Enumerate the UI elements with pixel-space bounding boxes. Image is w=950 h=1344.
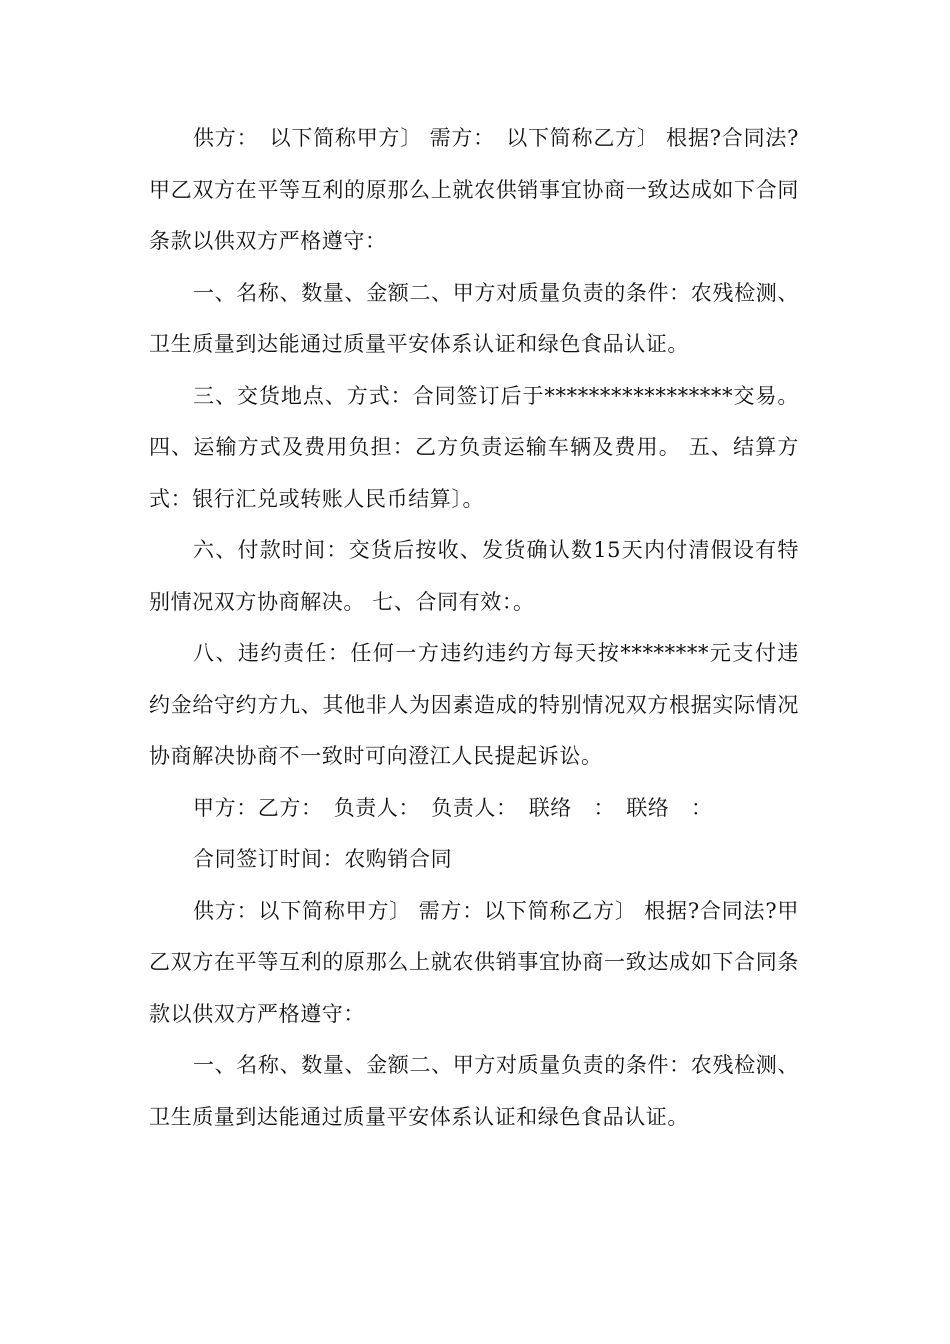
paragraph-clause-1-2-repeat: 一、名称、数量、金额二、甲方对质量负责的条件：农残检测、卫生质量到达能通过质量平安体系认证和绿色食品认证。 — [149, 1053, 799, 1129]
paragraph-parties-intro-repeat: 供方：以下简称甲方〕 需方：以下简称乙方〕 根据?合同法?甲乙双方在平等互利的原那么上就农供销事宜协商一致达成如下合同条款以供双方严格遵守： — [149, 898, 799, 1026]
paragraph-clause-8-9: 八、违约责任：任何一方违约违约方每天按********元支付违约金给守约方九、其他非人为因素造成的特别情况双方根据实际情况协商解决协商不一致时可向澄江人民提起诉讼。 — [149, 641, 799, 768]
paragraph-clause-6-7: 六、付款时间：交货后按收、发货确认数15天内付清假设有特别情况双方协商解决。 七、合同有效：。 — [149, 538, 799, 614]
paragraph-signatures: 甲方：乙方： 负责人： 负责人： 联络 ： 联络 ： — [193, 795, 713, 820]
paragraph-clause-3-5: 三、交货地点、方式：合同签订后于*****************交易。 四、运输方式及费用负担：乙方负责运输车辆及费用。 五、结算方式：银行汇兑或转账人民币结算〕。 — [149, 383, 799, 511]
paragraph-parties-intro: 供方： 以下简称甲方〕 需方： 以下简称乙方〕 根据?合同法?甲乙双方在平等互利的原那么上就农供销事宜协商一致达成如下合同条款以供双方严格遵守： — [149, 126, 799, 253]
paragraph-signing-date: 合同签订时间：农购销合同 — [193, 847, 453, 871]
document-body — [149, 113, 799, 1143]
paragraph-clause-1-2: 一、名称、数量、金额二、甲方对质量负责的条件：农残检测、卫生质量到达能通过质量平安体系认证和绿色食品认证。 — [149, 280, 799, 356]
